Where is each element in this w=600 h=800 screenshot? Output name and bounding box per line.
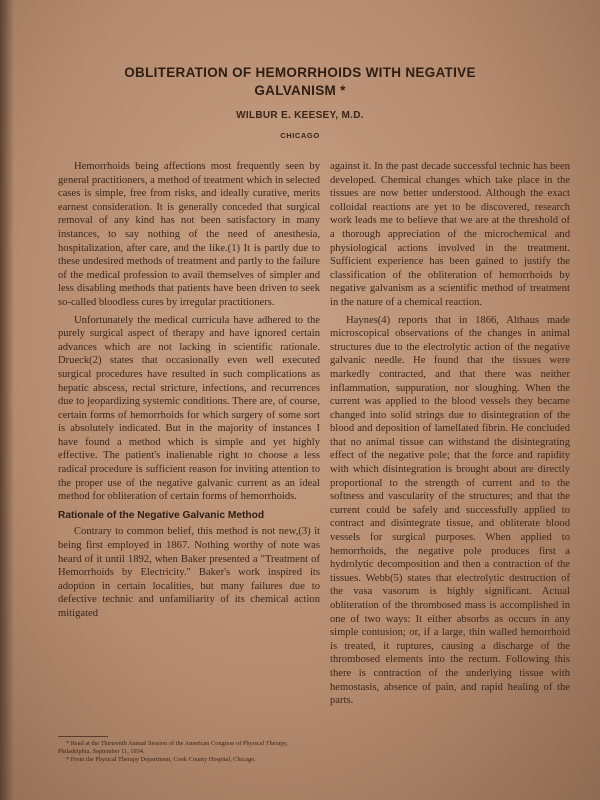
footnote-2: * From the Physical Therapy Department, Cook County Hospital, Chicago. <box>66 756 256 763</box>
paragraph-haynes: Haynes(4) reports that in 1866, Althaus made microscopical observations of the changes in animal structures due to the electrolytic action of the negative galvanic needle. He found that the tissues were markedly contracted, and that there was neither inflammation, suppuration, nor sloughing. When the current was applied to the blood vessels they became changed into solid strings due to disintegration of the blood and deposition of lamellated fibrin. He concluded that no animal tissue can withstand the disintegrating effect of the negative pole; that the force and rapidity with which disintegration is brought about are directly proportional to the strength of current and to the softness and vascularity of the structures; and that the current could be safely and successfully applied to contract and disintegrate tissue, and obliterate blood vessels for surgical purposes. When applied to hemorrhoids, the negative pole produces first a hydrolytic decomposition and then a contraction of the tissues. Webb(5) states that electrolytic destruction of the vasa vasorum is highly significant. Actual obliteration of the thrombosed mass is accomplished in one of two ways: It either absorbs as occurs in any simple contusion; or, if a large, thin walled hemorrhoid is treated, it ruptures, causing a discharge of the thrombosed elements into the rectum. Following this there is contraction of the underlying tissue with hemostasis, absence of pain, and rapid healing of the parts. <box>330 314 570 707</box>
page-edge-shadow <box>0 0 14 800</box>
section-heading-rationale: Rationale of the Negative Galvanic Method <box>58 509 265 521</box>
footnote-1: * Read at the Thirteenth Annual Session of the American Congress of Physical Therapy, Philadelphia, September 11, 1934. <box>58 740 288 755</box>
article-title <box>90 64 510 100</box>
paragraph-continued: against it. In the past decade successful technic has been developed. Chemical changes which take place in the tissues are now better understood. Although the exact colloidal reactions are yet to be discovered, research work leads me to believe that we are at the threshold of a thorough appreciation of the microchemical and physiological actions involved in the treatment. Sufficient experience has been gained to justify the classification of the obliteration of hemorrhoids by negative galvanism as a scientific method of treatment in the nature of a chemical reaction. <box>330 161 570 308</box>
paragraph-curricula: Unfortunately the medical curricula have adhered to the purely surgical aspect of therapy and have ignored certain advances which are not lacking in scientific rationale. Drueck(2) states that occasionally even well executed surgical procedures have resulted in such complications as hepatic abscess, rectal stricture, infections, and recurrences due to jeopardizing systemic conditions. There are, of course, certain forms of hemorrhoids for which surgery of some sort is absolutely indicated. But in the majority of instances I have found a method which is simple and yet highly effective. The patient's inalienable right to choose a less radical procedure is sufficient reason for inviting attention to the proper use of the negative galvanic current as an ideal method for obliteration of certain forms of hemorrhoids. <box>58 314 320 503</box>
author-city: CHICAGO <box>280 131 320 140</box>
paragraph-intro: Hemorrhoids being affections most frequently seen by general practitioners, a method of treatment which in selected cases is simple, free from risks, and ideally curative, merits earnest consideration. It is generally conceded that surgical removal of any kind has not been satisfactory in many instances, to say nothing of the need of anesthesia, hospitalization, after care, and the like.(1) It is partly due to these undesired methods of treatment and partly to the failure of the medical profession to avail themselves of simpler and less disabling methods that patients have been driven to seek so-called bloodless cures by irregular practitioners. <box>58 161 320 308</box>
author-name: WILBUR E. KEESEY, M.D. <box>236 110 364 121</box>
title-line-2: GALVANISM * <box>254 83 346 98</box>
paragraph-history: Contrary to common belief, this method is not new,(3) it being first employed in 1867. Nothing worthy of note was heard of it until 1892, when Baker presented a "Treatment of Hemorrhoids by Electricity." Baker's work inspired its adoption in certain localities, but many failures due to defective technic and unfamiliarity of its chemical action mitigated <box>58 526 320 619</box>
right-column <box>330 160 570 708</box>
footnote-divider <box>58 736 108 737</box>
title-line-1: OBLITERATION OF HEMORRHOIDS WITH NEGATIVE <box>124 65 476 80</box>
footnotes <box>58 740 320 764</box>
left-column <box>58 160 320 621</box>
